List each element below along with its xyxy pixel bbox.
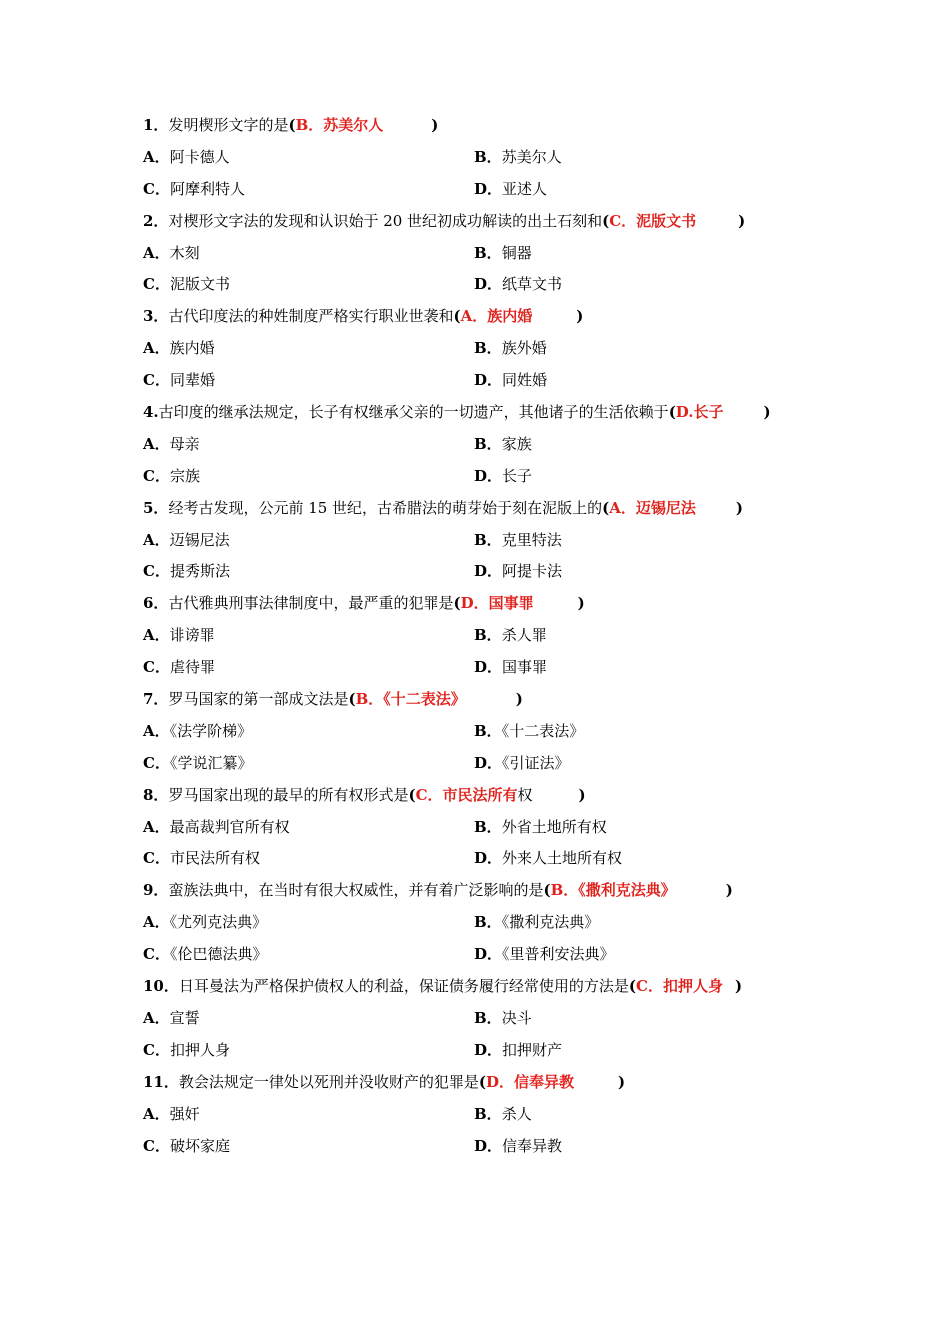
question-text: 经考古发现，公元前 15 世纪，古希腊法的萌芽始于刻在泥版上的: [168, 498, 603, 517]
answer-letter: D．: [460, 594, 489, 613]
option-a: [143, 620, 215, 652]
answer-letter: C．: [609, 211, 637, 230]
question-text: 日耳曼法为严格保护债权人的利益，保证债务履行经常使用的方法是: [178, 977, 629, 996]
question-stem: [143, 493, 823, 525]
question-number: 10．: [143, 977, 179, 996]
option-letter: C．: [143, 658, 170, 677]
option-letter: A．: [143, 339, 170, 358]
option-a: [143, 142, 230, 174]
option-c: [143, 269, 230, 301]
paren-close: ): [725, 881, 733, 900]
option-b: [474, 142, 562, 174]
option-text: 长子: [502, 466, 533, 485]
option-text: 杀人: [501, 1104, 532, 1123]
option-b: [474, 716, 584, 748]
question-stem: [143, 875, 823, 907]
option-a: [143, 333, 215, 365]
paren-close: ): [738, 211, 746, 230]
option-b: [474, 429, 532, 461]
question-text: 古代雅典刑事法律制度中，最严重的犯罪是: [168, 594, 454, 613]
question-stem: [143, 397, 823, 429]
option-b: [474, 620, 547, 652]
option-text: 扣押财产: [502, 1040, 563, 1059]
option-letter: D．: [474, 1040, 503, 1059]
option-text: 阿摩利特人: [169, 179, 245, 198]
paren-close: ): [735, 498, 743, 517]
option-b: [474, 238, 532, 270]
option-letter: B．: [474, 147, 502, 166]
paren-open: (: [543, 881, 551, 900]
option-letter: B．: [474, 626, 502, 645]
question-number: 7．: [143, 690, 169, 709]
option-letter: A．: [143, 1008, 170, 1027]
paren-open: (: [602, 211, 610, 230]
option-text: 克里特法: [501, 530, 562, 549]
option-text: 铜器: [501, 243, 532, 262]
option-letter: A．: [143, 1104, 170, 1123]
paren-close: ): [515, 690, 523, 709]
option-row: [143, 748, 823, 780]
option-letter: B．: [474, 1008, 502, 1027]
option-row: [143, 269, 823, 301]
option-a: [143, 907, 267, 939]
option-a: [143, 812, 290, 844]
option-letter: C．: [143, 849, 170, 868]
paren-open: (: [668, 403, 676, 422]
option-text: 同辈婚: [169, 371, 215, 390]
option-a: [143, 238, 200, 270]
option-text: 《尤列克法典》: [169, 913, 268, 932]
option-letter: A．: [143, 434, 170, 453]
option-c: [143, 748, 252, 780]
paren-open: (: [288, 116, 296, 134]
option-text: 《伦巴德法典》: [169, 945, 268, 964]
option-d: [474, 1131, 562, 1163]
option-letter: C．: [143, 753, 170, 772]
option-letter: B．: [474, 721, 502, 740]
option-letter: D．: [474, 1136, 503, 1155]
option-row: [143, 1099, 823, 1131]
option-text: 苏美尔人: [501, 147, 562, 166]
option-letter: B．: [474, 530, 502, 549]
option-letter: C．: [143, 466, 170, 485]
paren-open: (: [348, 690, 356, 709]
option-b: [474, 333, 547, 365]
paren-open: (: [602, 498, 610, 517]
option-letter: C．: [143, 1040, 170, 1059]
option-text: 诽谤罪: [169, 626, 215, 645]
option-row: [143, 333, 823, 365]
option-row: [143, 461, 823, 493]
option-d: [474, 365, 547, 397]
question-number: 8．: [143, 785, 169, 804]
option-letter: D．: [474, 275, 503, 294]
exam-page: [143, 110, 823, 1162]
option-letter: D．: [474, 179, 503, 198]
question-stem: [143, 301, 823, 333]
option-text: 泥版文书: [169, 275, 230, 294]
option-a: [143, 525, 230, 557]
answer-letter: B．: [295, 116, 324, 134]
answer-text: 迈锡尼法: [635, 498, 696, 517]
option-text: 《法学阶梯》: [169, 721, 253, 740]
option-text: 破坏家庭: [169, 1136, 230, 1155]
option-text: 外省土地所有权: [501, 817, 607, 836]
option-text: 信奉异教: [502, 1136, 563, 1155]
option-text: 提秀斯法: [169, 562, 230, 581]
question-text: 古代印度法的种姓制度严格实行职业世袭和: [168, 307, 454, 326]
question-number: 3．: [143, 307, 169, 326]
option-d: [474, 174, 547, 206]
question-stem: [143, 588, 823, 620]
answer-text: 苏美尔人: [323, 116, 384, 134]
question-stem: [143, 206, 823, 238]
paren-open: (: [453, 307, 461, 326]
question-number: 4.: [143, 403, 159, 422]
answer-text: 长子: [693, 403, 724, 422]
option-letter: A．: [143, 913, 170, 932]
option-a: [143, 1003, 200, 1035]
option-text: 决斗: [501, 1008, 532, 1027]
question-text: 蛮族法典中，在当时有很大权威性，并有着广泛影响的是: [168, 881, 544, 900]
answer-text: 泥版文书: [636, 211, 697, 230]
option-text: 《十二表法》: [501, 721, 585, 740]
question-number: 11．: [143, 1072, 179, 1091]
option-b: [474, 1003, 532, 1035]
option-row: [143, 620, 823, 652]
option-letter: D．: [474, 658, 503, 677]
option-letter: B．: [474, 339, 502, 358]
option-letter: D．: [474, 562, 503, 581]
option-b: [474, 812, 607, 844]
question-text: 发明楔形文字的是: [168, 116, 289, 134]
question-stem: [143, 971, 823, 1003]
option-row: [143, 142, 823, 174]
option-letter: B．: [474, 243, 502, 262]
paren-open: (: [478, 1072, 486, 1091]
option-letter: D．: [474, 849, 503, 868]
option-letter: A．: [143, 243, 170, 262]
paren-close: ): [618, 1072, 626, 1091]
option-letter: A．: [143, 626, 170, 645]
option-c: [143, 461, 200, 493]
option-a: [143, 716, 252, 748]
answer-text: 《撒利克法典》: [578, 881, 676, 900]
option-row: [143, 429, 823, 461]
option-c: [143, 1131, 230, 1163]
option-text: 亚述人: [502, 179, 548, 198]
option-letter: B．: [474, 1104, 502, 1123]
option-letter: B．: [474, 817, 502, 836]
option-letter: D．: [474, 945, 503, 964]
option-row: [143, 843, 823, 875]
option-d: [474, 652, 547, 684]
answer-letter: B．: [550, 881, 579, 900]
paren-close: ): [576, 307, 584, 326]
option-d: [474, 556, 562, 588]
option-c: [143, 556, 230, 588]
option-text: 《引证法》: [502, 753, 570, 772]
option-a: [143, 429, 200, 461]
option-text: 木刻: [169, 243, 200, 262]
question-stem: [143, 684, 823, 716]
option-text: 最高裁判官所有权: [169, 817, 290, 836]
option-letter: C．: [143, 945, 170, 964]
option-text: 宗族: [169, 466, 200, 485]
option-b: [474, 907, 599, 939]
option-text: 族外婚: [501, 339, 547, 358]
answer-letter: D.: [675, 403, 694, 422]
option-text: 迈锡尼法: [169, 530, 230, 549]
option-text: 杀人罪: [501, 626, 547, 645]
option-text: 阿卡德人: [169, 147, 230, 166]
question-text: 古印度的继承法规定，长子有权继承父亲的一切遗产，其他诸子的生活依赖于: [158, 403, 669, 422]
option-row: [143, 556, 823, 588]
paren-close: ): [734, 977, 743, 996]
option-letter: D．: [474, 371, 503, 390]
question-text: 教会法规定一律处以死刑并没收财产的犯罪是: [178, 1072, 479, 1091]
option-row: [143, 1003, 823, 1035]
option-d: [474, 843, 622, 875]
answer-text: 族内婚: [487, 307, 533, 326]
option-d: [474, 1035, 562, 1067]
paren-close: ): [431, 116, 439, 134]
option-text: 族内婚: [169, 339, 215, 358]
option-row: [143, 238, 823, 270]
option-c: [143, 1035, 230, 1067]
option-row: [143, 907, 823, 939]
answer-text: 国事罪: [488, 594, 534, 613]
question-text: 罗马国家的第一部成文法是: [168, 690, 349, 709]
answer-letter: B．: [355, 690, 384, 709]
option-row: [143, 812, 823, 844]
option-row: [143, 1131, 823, 1163]
option-row: [143, 716, 823, 748]
option-text: 强奸: [169, 1104, 200, 1123]
question-number: 6．: [143, 594, 169, 613]
option-text: 《学说汇纂》: [169, 753, 253, 772]
option-c: [143, 365, 215, 397]
paren-open: (: [628, 977, 636, 996]
option-text: 扣押人身: [169, 1040, 230, 1059]
paren-close: ): [578, 785, 586, 804]
answer-letter: C．: [636, 977, 663, 996]
option-letter: A．: [143, 147, 170, 166]
option-row: [143, 1035, 823, 1067]
option-text: 《里普利安法典》: [502, 945, 615, 964]
option-text: 家族: [501, 434, 532, 453]
option-letter: B．: [474, 913, 502, 932]
option-c: [143, 652, 215, 684]
option-b: [474, 525, 562, 557]
question-number: 2．: [143, 211, 169, 230]
answer-letter: D．: [486, 1072, 515, 1091]
option-d: [474, 461, 532, 493]
paren-close: ): [763, 403, 771, 422]
option-d: [474, 939, 615, 971]
option-letter: C．: [143, 562, 170, 581]
option-row: [143, 365, 823, 397]
option-letter: D．: [474, 753, 503, 772]
option-row: [143, 652, 823, 684]
answer-text: 《十二表法》: [383, 690, 466, 709]
option-letter: C．: [143, 179, 170, 198]
option-row: [143, 939, 823, 971]
option-letter: B．: [474, 434, 502, 453]
question-stem: [143, 780, 823, 812]
option-letter: C．: [143, 275, 170, 294]
option-c: [143, 939, 267, 971]
option-letter: A．: [143, 817, 170, 836]
option-text: 同姓婚: [502, 371, 548, 390]
answer-letter: A．: [460, 307, 488, 326]
option-letter: C．: [143, 1136, 170, 1155]
option-text: 《撒利克法典》: [501, 913, 600, 932]
answer-letter: A．: [609, 498, 636, 517]
answer-text: 扣押人身: [662, 977, 723, 996]
question-number: 9．: [143, 881, 169, 900]
option-text: 市民法所有权: [169, 849, 260, 868]
question-stem: [143, 1067, 823, 1099]
question-number: 5．: [143, 498, 169, 517]
answer-suffix: 权: [517, 785, 533, 804]
option-text: 母亲: [169, 434, 200, 453]
option-row: [143, 174, 823, 206]
paren-open: (: [453, 594, 461, 613]
option-letter: A．: [143, 721, 170, 740]
option-text: 阿提卡法: [502, 562, 563, 581]
option-letter: D．: [474, 466, 503, 485]
option-text: 国事罪: [502, 658, 548, 677]
option-d: [474, 269, 562, 301]
question-text: 对楔形文字法的发现和认识始于 20 世纪初成功解读的出土石刻和: [168, 211, 603, 230]
option-letter: A．: [143, 530, 170, 549]
answer-text: 市民法所有: [442, 785, 518, 804]
question-text: 罗马国家出现的最早的所有权形式是: [168, 785, 409, 804]
option-d: [474, 748, 570, 780]
paren-open: (: [408, 785, 416, 804]
option-text: 纸草文书: [502, 275, 563, 294]
paren-close: ): [577, 594, 585, 613]
option-a: [143, 1099, 200, 1131]
question-stem: [143, 110, 823, 142]
question-number: 1．: [143, 116, 169, 134]
option-c: [143, 843, 260, 875]
option-b: [474, 1099, 532, 1131]
answer-text: 信奉异教: [514, 1072, 575, 1091]
option-row: [143, 525, 823, 557]
option-letter: C．: [143, 371, 170, 390]
option-text: 外来人土地所有权: [502, 849, 623, 868]
answer-letter: C．: [415, 785, 443, 804]
option-text: 虐待罪: [169, 658, 215, 677]
option-c: [143, 174, 245, 206]
option-text: 宣誓: [169, 1008, 200, 1027]
